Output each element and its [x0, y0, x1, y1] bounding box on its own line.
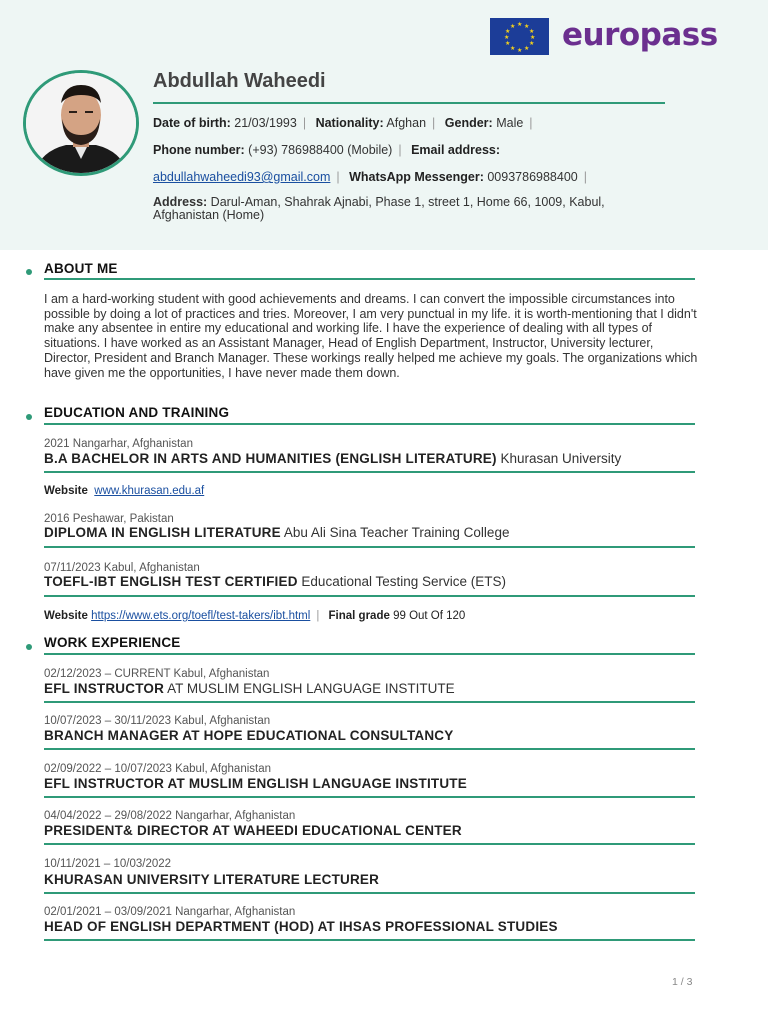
work-heading: WORK EXPERIENCE — [44, 635, 181, 650]
person-name: Abdullah Waheedi — [153, 70, 326, 92]
edu-1-title — [44, 451, 621, 466]
whatsapp-value: 0093786988400 — [487, 170, 578, 184]
edu-3-website-link[interactable]: https://www.ets.org/toefl/test-takers/ibt.html — [91, 610, 311, 622]
edu-3-title — [44, 574, 506, 589]
edu-1-rule — [44, 471, 695, 473]
work-rule — [44, 653, 695, 655]
edu-3-org: Educational Testing Service (ETS) — [301, 574, 507, 589]
education-rule — [44, 423, 695, 425]
work-3-title — [44, 776, 467, 791]
edu-2-degree: DIPLOMA IN ENGLISH LITERATURE — [44, 525, 281, 540]
edu-1-degree: B.A BACHELOR IN ARTS AND HUMANITIES (ENGLISH LITERATURE) — [44, 451, 497, 466]
work-5-role: KHURASAN UNIVERSITY LITERATURE LECTURER — [44, 872, 380, 887]
edu-3-grade-label: Final grade — [328, 610, 390, 622]
personal-info-line-2: Phone number: (+93) 786988400 (Mobile) | Email address: — [153, 143, 501, 157]
edu-3-degree: TOEFL-IBT ENGLISH TEST CERTIFIED — [44, 574, 298, 589]
edu-3-meta: 07/11/2023 Kabul, Afghanistan — [44, 562, 200, 574]
personal-info-line-3: abdullahwaheedi93@gmail.com | WhatsApp Messenger: 0093786988400 | — [153, 170, 587, 184]
whatsapp-label: WhatsApp Messenger: — [349, 170, 484, 184]
work-1-meta: 02/12/2023 – CURRENT Kabul, Afghanistan — [44, 668, 270, 680]
address-label: Address: — [153, 195, 208, 209]
profile-photo — [23, 70, 139, 176]
work-5-title — [44, 872, 379, 887]
email-link[interactable]: abdullahwaheedi93@gmail.com — [153, 170, 331, 184]
nationality-value: Afghan — [386, 116, 427, 130]
edu-3-rule — [44, 595, 695, 597]
about-rule — [44, 278, 695, 280]
dob-value: 21/03/1993 — [234, 116, 297, 130]
edu-2-org: Abu Ali Sina Teacher Training College — [283, 525, 510, 540]
edu-3-website-label: Website — [44, 610, 88, 622]
work-4-title — [44, 823, 462, 838]
work-5-rule — [44, 892, 695, 894]
edu-3-website-line: Website https://www.ets.org/toefl/test-takers/ibt.html | Final grade 99 Out Of 120 — [44, 610, 466, 622]
work-2-role: BRANCH MANAGER AT HOPE EDUCATIONAL CONSULTANCY — [44, 728, 454, 743]
education-bullet — [26, 414, 32, 420]
address — [153, 196, 653, 222]
gender-label: Gender: — [444, 116, 493, 130]
work-3-meta: 02/09/2022 – 10/07/2023 Kabul, Afghanistan — [44, 763, 272, 775]
work-2-rule — [44, 748, 695, 750]
edu-1-website-link[interactable]: www.khurasan.edu.af — [94, 485, 205, 497]
page-indicator: 1 / 3 — [672, 976, 693, 988]
about-heading: ABOUT ME — [44, 261, 118, 276]
work-3-role: EFL INSTRUCTOR AT MUSLIM ENGLISH LANGUAGE INSTITUTE — [44, 776, 467, 791]
edu-1-website-line — [44, 485, 204, 497]
work-1-rule — [44, 701, 695, 703]
work-5-meta: 10/11/2021 – 10/03/2022 — [44, 858, 172, 870]
work-3-rule — [44, 796, 695, 798]
eu-flag-logo: ★ ★ ★ ★ ★ ★ ★ ★ ★ ★ ★ ★ — [490, 18, 549, 55]
education-heading: EDUCATION AND TRAINING — [44, 405, 230, 420]
work-6-role: HEAD OF ENGLISH DEPARTMENT (HOD) AT IHSAS PROFESSIONAL STUDIES — [44, 919, 558, 934]
europass-logo: europass — [562, 17, 718, 53]
about-text: I am a hard-working student with good achievements and dreams. I can convert the impossible circumstances into possible by doing a lot of practices and tries. Moreover, I am very punctual in my life. it is worth-mentioning that I didn't make any absentee in entire my educational and working life. I have the experience of dealing with all types of situations. I have worked as an Assistant Manager, Head of English Department, Instructor, University lecturer, Director, President and Branch Manager. These workings really helped me achieve my goals. The organizations which have given me the opportunities, I have never made them down. — [44, 292, 698, 380]
edu-1-meta: 2021 Nangarhar, Afghanistan — [44, 438, 193, 450]
dob-label: Date of birth: — [153, 116, 231, 130]
work-4-meta: 04/04/2022 – 29/08/2022 Nangarhar, Afghanistan — [44, 810, 296, 822]
gender-value: Male — [496, 116, 524, 130]
edu-2-meta: 2016 Peshawar, Pakistan — [44, 513, 174, 525]
work-6-rule — [44, 939, 695, 941]
work-1-title — [44, 681, 455, 696]
address-value: Darul-Aman, Shahrak Ajnabi, Phase 1, street 1, Home 66, 1009, Kabul, Afghanistan (Home) — [153, 195, 605, 222]
name-divider — [153, 102, 665, 104]
work-4-rule — [44, 843, 695, 845]
personal-info-line-1: Date of birth: 21/03/1993 | Nationality: Afghan | Gender: Male | — [153, 116, 533, 130]
edu-2-title — [44, 525, 509, 540]
edu-2-rule — [44, 546, 695, 548]
work-2-meta: 10/07/2023 – 30/11/2023 Kabul, Afghanistan — [44, 715, 271, 727]
work-4-role: PRESIDENT& DIRECTOR AT WAHEEDI EDUCATIONAL CENTER — [44, 823, 462, 838]
email-label: Email address: — [411, 143, 501, 157]
about-bullet — [26, 269, 32, 275]
phone-value: (+93) 786988400 (Mobile) — [248, 143, 393, 157]
work-1-role: EFL INSTRUCTOR — [44, 681, 165, 696]
work-bullet — [26, 644, 32, 650]
edu-3-grade-value: 99 Out Of 120 — [393, 610, 466, 622]
edu-1-org: Khurasan University — [500, 451, 622, 466]
nationality-label: Nationality: — [315, 116, 384, 130]
phone-label: Phone number: — [153, 143, 245, 157]
work-1-org: AT MUSLIM ENGLISH LANGUAGE INSTITUTE — [167, 681, 455, 696]
edu-1-website-label: Website — [44, 485, 88, 497]
work-2-title — [44, 728, 453, 743]
work-6-title — [44, 919, 558, 934]
work-6-meta: 02/01/2021 – 03/09/2021 Nangarhar, Afghanistan — [44, 906, 296, 918]
